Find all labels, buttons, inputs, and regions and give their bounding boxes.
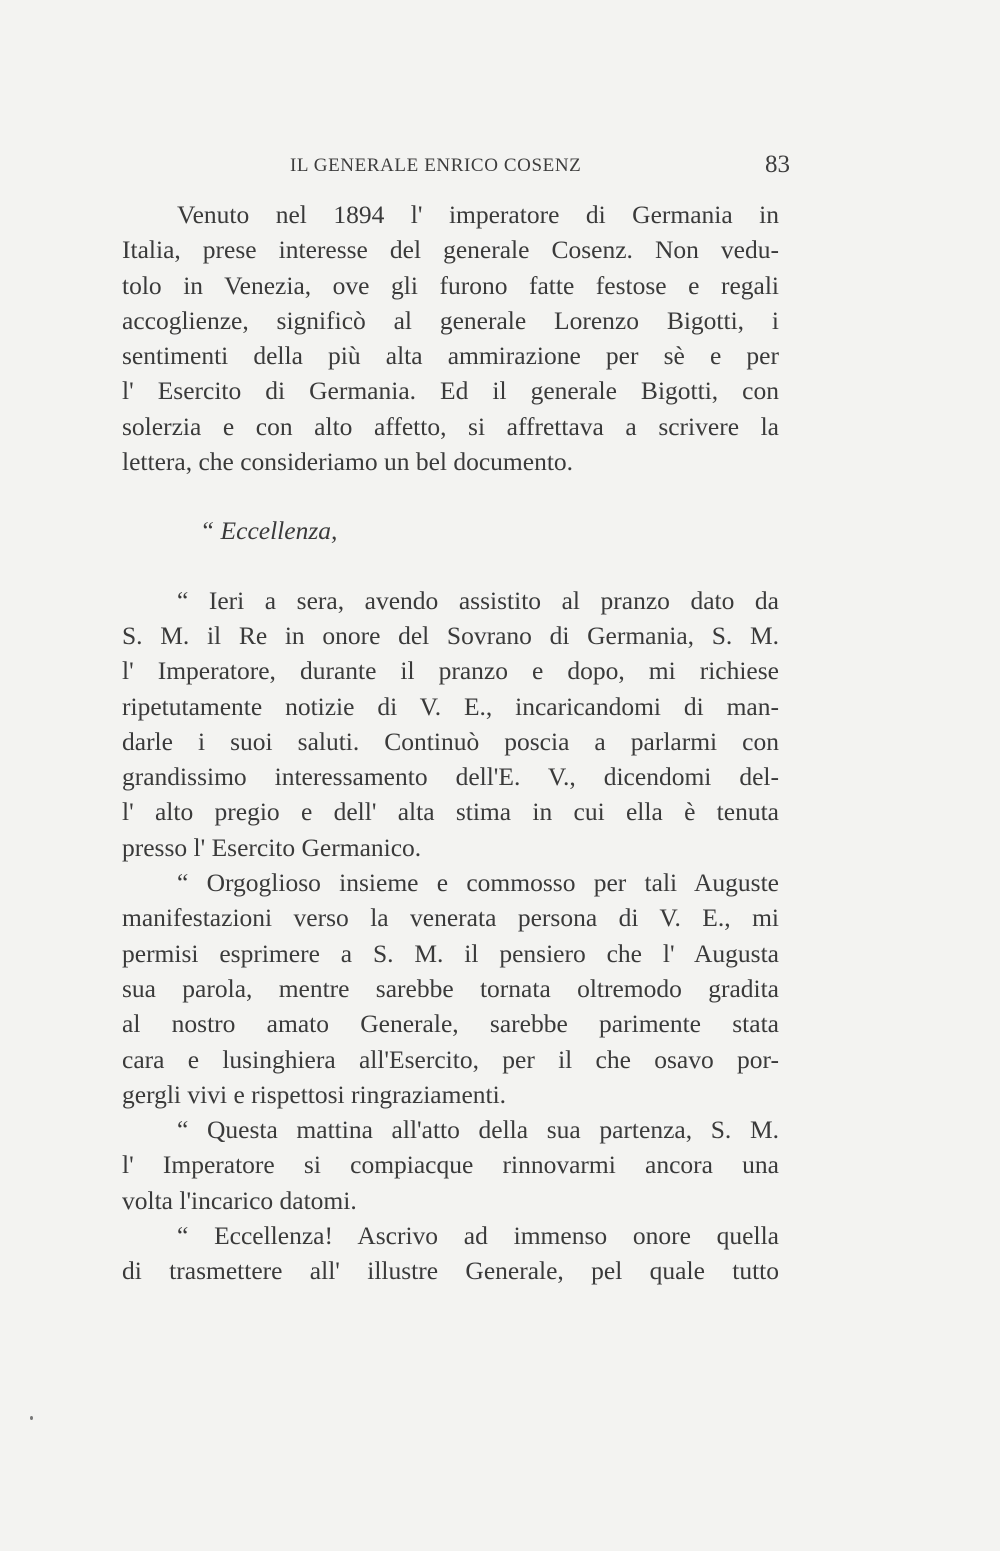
text-line: accoglienze, significò al generale Lorenzo Bigotti, i [122,305,779,335]
body-text [122,197,779,1289]
text-line: “ Ieri a sera, avendo assistito al pranzo dato da [177,585,779,615]
text-line: l' Imperatore si compiacque rinnovarmi ancora una [122,1150,779,1180]
text-line: manifestazioni verso la venerata persona di V. E., mi [122,903,779,933]
spacer [122,479,779,513]
paper-speck [30,1416,33,1420]
text-line: cara e lusinghiera all'Esercito, per il che osavo por- [122,1044,779,1074]
text-line: “ Questa mattina all'atto della sua partenza, S. M. [177,1115,779,1145]
text-line: permisi esprimere a S. M. il pensiero che l' Augusta [122,938,779,968]
text-line: al nostro amato Generale, sarebbe parimente stata [122,1009,779,1039]
text-line: gergli vivi e rispettosi ringraziamenti. [122,1079,507,1109]
text-line: “ Eccellenza! Ascrivo ad immenso onore quella [177,1221,779,1251]
page-header [290,151,790,185]
paragraph-5 [122,1218,779,1289]
text-line: S. M. il Re in onore del Sovrano di Germania, S. M. [122,620,779,650]
text-line: sua parola, mentre sarebbe tornata oltremodo gradita [122,973,779,1003]
letter-salutation: “ Eccellenza, [200,516,338,546]
text-line: l' Imperatore, durante il pranzo e dopo, mi richiese [122,656,779,686]
text-line: di trasmettere all' illustre Generale, pel quale tutto [122,1256,779,1286]
text-line: Venuto nel 1894 l' imperatore di Germania in [177,200,779,229]
text-line: presso l' Esercito Germanico. [122,832,422,862]
text-line: tolo in Venezia, ove gli furono fatte festose e regali [122,270,779,300]
spacer [122,549,779,583]
text-line: sentimenti della più alta ammirazione per sè e per [122,341,779,371]
paragraph-3 [122,865,779,1112]
text-line: grandissimo interessamento dell'E. V., dicendomi del- [122,762,779,792]
paragraph-1 [122,197,779,479]
page-number: 83 [765,151,790,178]
running-title: IL GENERALE ENRICO COSENZ [290,155,582,176]
text-line: Italia, prese interesse del generale Cosenz. Non vedu- [122,235,779,265]
text-line: darle i suoi saluti. Continuò poscia a parlarmi con [122,726,779,756]
text-line: “ Orgoglioso insieme e commosso per tali Auguste [177,868,779,898]
text-line: ripetutamente notizie di V. E., incaricandomi di man- [122,691,779,721]
text-line: lettera, che consideriamo un bel documento. [122,447,574,477]
text-line: solerzia e con alto affetto, si affrettava a scrivere la [122,411,779,441]
paragraph-4 [122,1112,779,1218]
text-line: volta l'incarico datomi. [122,1185,357,1215]
paragraph-2 [122,583,779,865]
text-line: l' Esercito di Germania. Ed il generale Bigotti, con [122,376,779,406]
text-line: l' alto pregio e dell' alta stima in cui ella è tenuta [122,797,779,827]
